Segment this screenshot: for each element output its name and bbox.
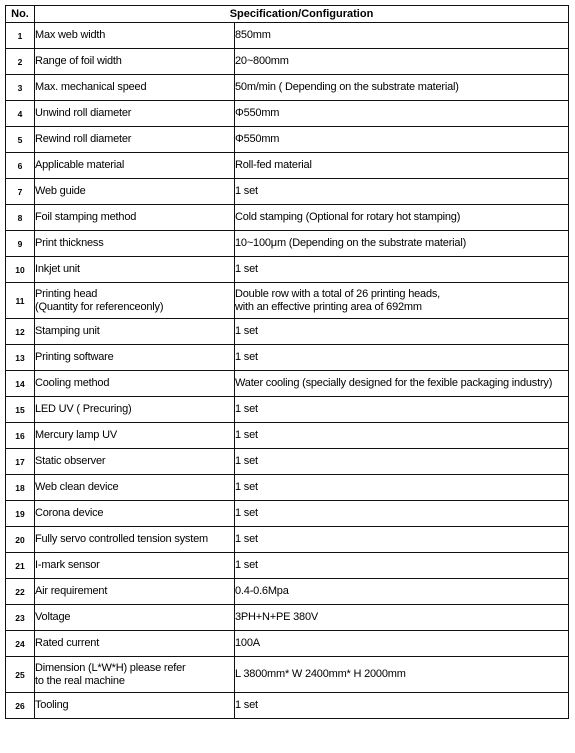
spec-item-label: I-mark sensor bbox=[35, 553, 235, 579]
spec-item-value: 1 set bbox=[235, 501, 569, 527]
table-row bbox=[6, 75, 569, 101]
table-row bbox=[6, 657, 569, 693]
table-row bbox=[6, 23, 569, 49]
spec-item-label: Rewind roll diameter bbox=[35, 127, 235, 153]
row-number: 24 bbox=[6, 631, 35, 657]
table-row bbox=[6, 579, 569, 605]
table-row bbox=[6, 205, 569, 231]
spec-item-value: 1 set bbox=[235, 179, 569, 205]
row-number: 7 bbox=[6, 179, 35, 205]
row-number: 16 bbox=[6, 423, 35, 449]
table-row bbox=[6, 501, 569, 527]
spec-item-label: Stamping unit bbox=[35, 319, 235, 345]
spec-item-label: Corona device bbox=[35, 501, 235, 527]
row-number: 11 bbox=[6, 283, 35, 319]
spec-item-label: Range of foil width bbox=[35, 49, 235, 75]
row-number: 23 bbox=[6, 605, 35, 631]
row-number: 6 bbox=[6, 153, 35, 179]
spec-item-value: 1 set bbox=[235, 345, 569, 371]
row-number: 8 bbox=[6, 205, 35, 231]
row-number: 15 bbox=[6, 397, 35, 423]
spec-item-label: Applicable material bbox=[35, 153, 235, 179]
table-row bbox=[6, 179, 569, 205]
spec-item-value: 3PH+N+PE 380V bbox=[235, 605, 569, 631]
row-number: 22 bbox=[6, 579, 35, 605]
column-header-specification: Specification/Configuration bbox=[35, 6, 569, 23]
table-row bbox=[6, 257, 569, 283]
spec-item-label: Air requirement bbox=[35, 579, 235, 605]
spec-item-label: Web clean device bbox=[35, 475, 235, 501]
spec-item-value: 10~100μm (Depending on the substrate material) bbox=[235, 231, 569, 257]
table-row bbox=[6, 693, 569, 719]
table-row bbox=[6, 127, 569, 153]
spec-item-value: Cold stamping (Optional for rotary hot stamping) bbox=[235, 205, 569, 231]
row-number: 12 bbox=[6, 319, 35, 345]
spec-item-value: 100A bbox=[235, 631, 569, 657]
row-number: 18 bbox=[6, 475, 35, 501]
spec-item-value: 850mm bbox=[235, 23, 569, 49]
table-row bbox=[6, 423, 569, 449]
row-number: 13 bbox=[6, 345, 35, 371]
spec-item-label: Printing software bbox=[35, 345, 235, 371]
spec-item-label: Inkjet unit bbox=[35, 257, 235, 283]
row-number: 2 bbox=[6, 49, 35, 75]
spec-item-label: Fully servo controlled tension system bbox=[35, 527, 235, 553]
row-number: 14 bbox=[6, 371, 35, 397]
spec-item-value: Φ550mm bbox=[235, 127, 569, 153]
table-row bbox=[6, 345, 569, 371]
row-number: 10 bbox=[6, 257, 35, 283]
table-row bbox=[6, 371, 569, 397]
spec-item-value: 1 set bbox=[235, 527, 569, 553]
table-row bbox=[6, 449, 569, 475]
spec-item-label: Printing head (Quantity for referenceonly) bbox=[35, 283, 235, 319]
row-number: 25 bbox=[6, 657, 35, 693]
table-header-row bbox=[6, 6, 569, 23]
spec-item-value: 1 set bbox=[235, 449, 569, 475]
spec-item-label: Mercury lamp UV bbox=[35, 423, 235, 449]
spec-item-label: Dimension (L*W*H) please refer to the real machine bbox=[35, 657, 235, 693]
row-number: 17 bbox=[6, 449, 35, 475]
spec-item-value: Φ550mm bbox=[235, 101, 569, 127]
spec-item-label: Tooling bbox=[35, 693, 235, 719]
spec-item-value: 1 set bbox=[235, 423, 569, 449]
spec-item-label: Max. mechanical speed bbox=[35, 75, 235, 101]
table-row bbox=[6, 553, 569, 579]
spec-item-label: Web guide bbox=[35, 179, 235, 205]
spec-item-value: 1 set bbox=[235, 397, 569, 423]
spec-item-label: Static observer bbox=[35, 449, 235, 475]
table-row bbox=[6, 527, 569, 553]
table-row bbox=[6, 397, 569, 423]
row-number: 26 bbox=[6, 693, 35, 719]
spec-item-label: Voltage bbox=[35, 605, 235, 631]
row-number: 19 bbox=[6, 501, 35, 527]
spec-item-value: 1 set bbox=[235, 475, 569, 501]
row-number: 5 bbox=[6, 127, 35, 153]
table-row bbox=[6, 605, 569, 631]
spec-item-value: 20~800mm bbox=[235, 49, 569, 75]
row-number: 4 bbox=[6, 101, 35, 127]
spec-item-value: 1 set bbox=[235, 257, 569, 283]
row-number: 21 bbox=[6, 553, 35, 579]
spec-item-label: Unwind roll diameter bbox=[35, 101, 235, 127]
spec-item-label: Cooling method bbox=[35, 371, 235, 397]
spec-item-value: Roll-fed material bbox=[235, 153, 569, 179]
spec-item-label: Rated current bbox=[35, 631, 235, 657]
table-row bbox=[6, 631, 569, 657]
table-row bbox=[6, 319, 569, 345]
spec-item-label: Max web width bbox=[35, 23, 235, 49]
spec-item-value: Water cooling (specially designed for the fexible packaging industry) bbox=[235, 371, 569, 397]
spec-item-value: 1 set bbox=[235, 319, 569, 345]
spec-item-value: 1 set bbox=[235, 693, 569, 719]
column-header-no: No. bbox=[6, 6, 35, 23]
table-row bbox=[6, 101, 569, 127]
spec-item-value: 0.4-0.6Mpa bbox=[235, 579, 569, 605]
spec-item-value: 1 set bbox=[235, 553, 569, 579]
table-row bbox=[6, 231, 569, 257]
spec-item-value: 50m/min ( Depending on the substrate material) bbox=[235, 75, 569, 101]
row-number: 20 bbox=[6, 527, 35, 553]
table-row bbox=[6, 475, 569, 501]
spec-item-value: Double row with a total of 26 printing heads, with an effective printing area of 692mm bbox=[235, 283, 569, 319]
row-number: 3 bbox=[6, 75, 35, 101]
table-row bbox=[6, 153, 569, 179]
spec-item-value: L 3800mm* W 2400mm* H 2000mm bbox=[235, 657, 569, 693]
spec-item-label: Print thickness bbox=[35, 231, 235, 257]
row-number: 1 bbox=[6, 23, 35, 49]
table-row bbox=[6, 283, 569, 319]
spec-item-label: Foil stamping method bbox=[35, 205, 235, 231]
spec-item-label: LED UV ( Precuring) bbox=[35, 397, 235, 423]
table-row bbox=[6, 49, 569, 75]
table-body bbox=[6, 23, 569, 719]
specification-table bbox=[5, 5, 569, 719]
row-number: 9 bbox=[6, 231, 35, 257]
